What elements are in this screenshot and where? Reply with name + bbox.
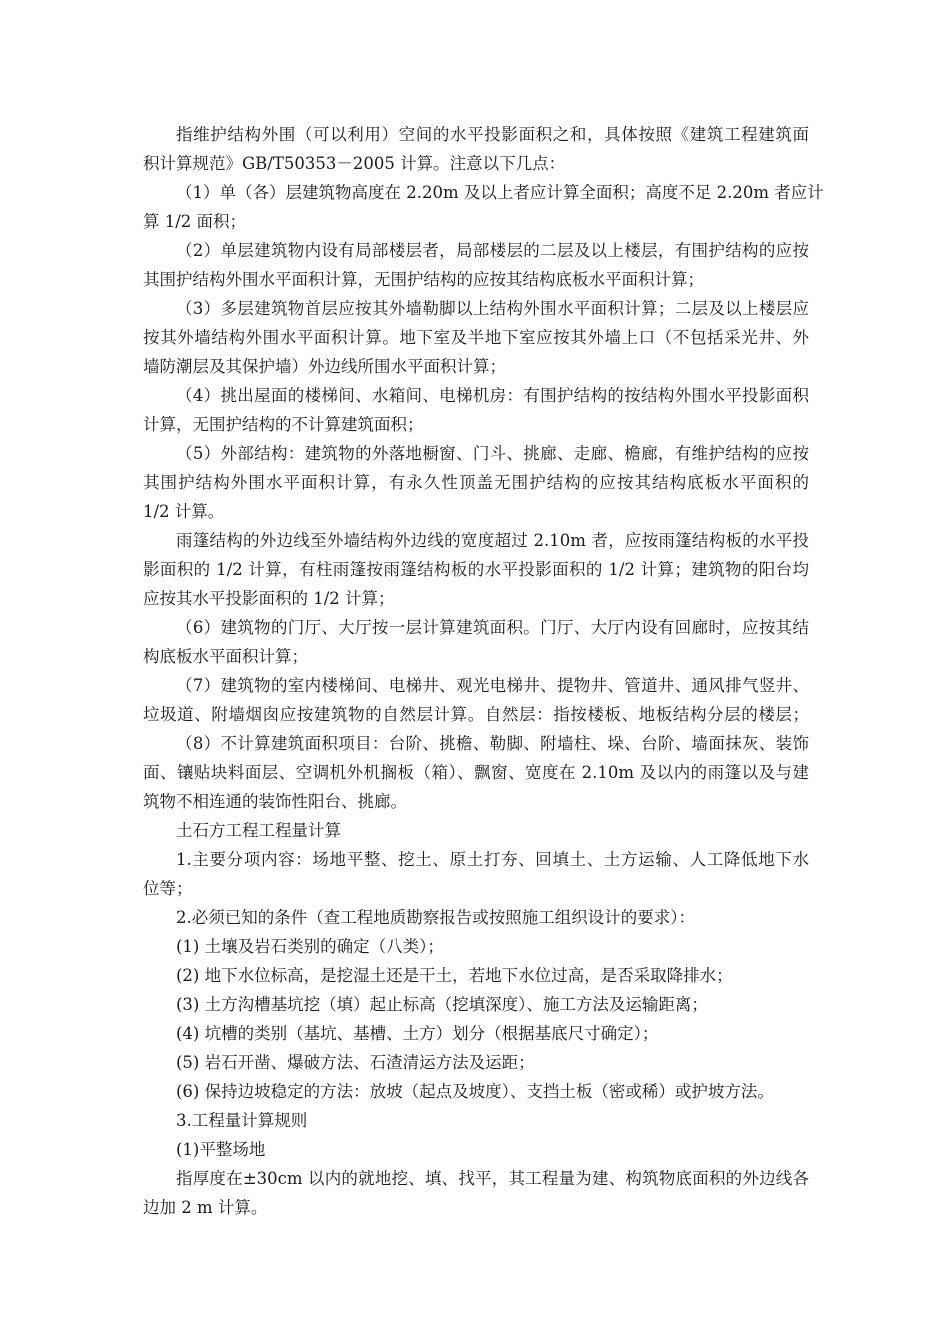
- paragraph-line: （2）单层建筑物内设有局部楼层者，局部楼层的二层及以上楼层，有围护结构的应按: [176, 241, 809, 260]
- paragraph-line: 边加 2 m 计算。: [143, 1198, 268, 1217]
- paragraph-line: 按其外墙结构外围水平面积计算。地下室及半地下室应按其外墙上口（不包括采光井、外: [143, 328, 809, 347]
- paragraph-line: 其围护结构外围水平面积计算，有永久性顶盖无围护结构的应按其结构底板水平面积的: [143, 473, 809, 492]
- document-body: [143, 120, 824, 1222]
- subsection-heading: (1)平整场地: [176, 1140, 266, 1159]
- paragraph-line: 算 1/2 面积；: [143, 212, 247, 231]
- paragraph-line: 面、镶贴块料面层、空调机外机搁板（箱）、飘窗、宽度在 2.10m 及以内的雨篷以及与建: [143, 763, 809, 782]
- paragraph-line: （8）不计算建筑面积项目：台阶、挑檐、勒脚、附墙柱、垛、台阶、墙面抹灰、装饰: [176, 734, 809, 753]
- section-heading: 3.工程量计算规则: [176, 1111, 308, 1130]
- paragraph-line: （6）建筑物的门厅、大厅按一层计算建筑面积。门厅、大厅内设有回廊时，应按其结: [176, 618, 809, 637]
- paragraph-line: 垃圾道、附墙烟囱应按建筑物的自然层计算。自然层：指按楼板、地板结构分层的楼层；: [143, 705, 809, 724]
- list-item: (6) 保持边坡稳定的方法：放坡（起点及坡度）、支挡土板（密或稀）或护坡方法。: [176, 1082, 774, 1101]
- paragraph-line: 2.必须已知的条件（查工程地质勘察报告或按照施工组织设计的要求）：: [176, 908, 695, 927]
- paragraph-line: 指厚度在±30cm 以内的就地挖、填、找平，其工程量为建、构筑物底面积的外边线各: [176, 1169, 809, 1188]
- paragraph-line: 应按其水平投影面积的 1/2 计算；: [143, 589, 395, 608]
- paragraph-line: 筑物不相连通的装饰性阳台、挑廊。: [143, 792, 407, 811]
- paragraph-line: （5）外部结构：建筑物的外落地橱窗、门斗、挑廊、走廊、檐廊，有维护结构的应按: [176, 444, 809, 463]
- paragraph-line: （3）多层建筑物首层应按其外墙勒脚以上结构外围水平面积计算；二层及以上楼层应: [176, 299, 809, 318]
- paragraph-line: 墙防潮层及其保护墙）外边线所围水平面积计算；: [143, 357, 506, 376]
- list-item: (1) 土壤及岩石类别的确定（八类）；: [176, 937, 444, 956]
- section-heading: 土石方工程工程量计算: [176, 821, 341, 840]
- paragraph-line: 位等；: [143, 879, 193, 898]
- list-item: (2) 地下水位标高，是挖湿土还是干土，若地下水位过高，是否采取降排水；: [176, 966, 733, 985]
- paragraph-line: 1/2 计算。: [143, 502, 225, 521]
- paragraph-line: 其围护结构外围水平面积计算，无围护结构的应按其结构底板水平面积计算；: [143, 270, 704, 289]
- paragraph-line: 构底板水平面积计算；: [143, 647, 308, 666]
- list-item: (5) 岩石开凿、爆破方法、石渣清运方法及运距；: [176, 1053, 535, 1072]
- list-item: (4) 坑槽的类别（基坑、基槽、土方）划分（根据基底尺寸确定）；: [176, 1024, 659, 1043]
- paragraph-line: （4）挑出屋面的楼梯间、水箱间、电梯机房：有围护结构的按结构外围水平投影面积: [176, 386, 809, 405]
- list-item: (3) 土方沟槽基坑挖（填）起止标高（挖填深度）、施工方法及运输距离；: [176, 995, 708, 1014]
- paragraph-line: 计算，无围护结构的不计算建筑面积；: [143, 415, 424, 434]
- paragraph-line: 雨篷结构的外边线至外墙结构外边线的宽度超过 2.10m 者，应按雨篷结构板的水平投: [176, 531, 809, 550]
- paragraph-line: （7）建筑物的室内楼梯间、电梯井、观光电梯井、提物井、管道井、通风排气竖井、: [176, 676, 809, 695]
- paragraph-line: 影面积的 1/2 计算，有柱雨篷按雨篷结构板的水平投影面积的 1/2 计算；建筑物的阳台均: [143, 560, 809, 579]
- paragraph-line: 1.主要分项内容：场地平整、挖土、原土打夯、回填土、土方运输、人工降低地下水: [176, 850, 809, 869]
- paragraph-line: （1）单（各）层建筑物高度在 2.20m 及以上者应计算全面积；高度不足 2.20m 者应计: [176, 183, 824, 202]
- paragraph-line: 积计算规范》GB/T50353－2005 计算。注意以下几点：: [143, 154, 566, 173]
- paragraph-line: 指维护结构外围（可以利用）空间的水平投影面积之和，具体按照《建筑工程建筑面: [176, 125, 809, 144]
